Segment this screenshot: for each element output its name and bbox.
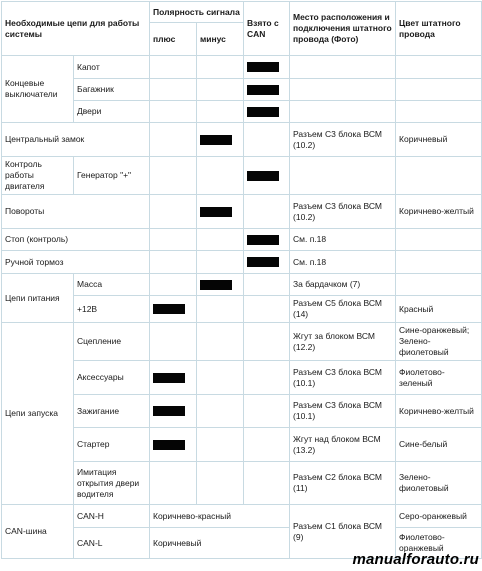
group-limit-switches: Концевые выключатели	[2, 56, 74, 123]
header-location: Место расположения и подключения штатного провода (Фото)	[290, 2, 396, 56]
table-row	[2, 428, 482, 462]
color-central-lock: Коричневый	[396, 123, 482, 157]
signal-hood: Капот	[74, 56, 150, 79]
group-stop: Стоп (контроль)	[2, 229, 150, 251]
location-turns: Разъем С3 блока ВСМ (10.2)	[290, 195, 396, 229]
location-accessories: Разъем С3 блока ВСМ (10.1)	[290, 361, 396, 395]
location-clutch: Жгут за блоком ВСМ (12.2)	[290, 323, 396, 361]
group-central-lock: Центральный замок	[2, 123, 150, 157]
plus-marker	[153, 304, 185, 314]
color-accessories: Фиолетово-зеленый	[396, 361, 482, 395]
group-power: Цепи питания	[2, 274, 74, 323]
color-clutch: Сине-оранжевый; Зелено-фиолетовый	[396, 323, 482, 361]
table-row	[2, 395, 482, 428]
can-marker	[247, 257, 279, 267]
signal-ground: Масса	[74, 274, 150, 296]
header-circuits: Необходимые цепи для работы системы	[2, 2, 150, 56]
location-driver-door: Разъем С2 блока ВСМ (11)	[290, 462, 396, 505]
can-marker	[247, 107, 279, 117]
signal-doors: Двери	[74, 101, 150, 123]
location-starter: Жгут над блоком ВСМ (13.2)	[290, 428, 396, 462]
table-row	[2, 296, 482, 323]
table-row	[2, 79, 482, 101]
signal-trunk: Багажник	[74, 79, 150, 101]
minus-marker	[200, 207, 232, 217]
table-row	[2, 323, 482, 361]
group-can-bus: CAN-шина	[2, 505, 74, 559]
table-row	[2, 195, 482, 229]
signal-generator: Генератор "+"	[74, 157, 150, 195]
minus-marker	[200, 135, 232, 145]
group-turn-signals: Повороты	[2, 195, 150, 229]
polarity-can-l: Коричневый	[150, 528, 290, 559]
location-stop: См. п.18	[290, 229, 396, 251]
table-row	[2, 251, 482, 274]
group-start: Цепи запуска	[2, 323, 74, 505]
can-marker	[247, 62, 279, 72]
table-row	[2, 123, 482, 157]
group-engine-control: Контроль работы двигателя	[2, 157, 74, 195]
plus-marker	[153, 440, 185, 450]
signal-plus12: +12В	[74, 296, 150, 323]
can-marker	[247, 85, 279, 95]
color-can-h: Серо-оранжевый	[396, 505, 482, 528]
table-row	[2, 361, 482, 395]
signal-accessories: Аксессуары	[74, 361, 150, 395]
group-handbrake: Ручной тормоз	[2, 251, 150, 274]
color-plus12: Красный	[396, 296, 482, 323]
signal-ignition: Зажигание	[74, 395, 150, 428]
table-row	[2, 274, 482, 296]
header-can: Взято с CAN	[244, 2, 290, 56]
location-plus12: Разъем С5 блока ВСМ (14)	[290, 296, 396, 323]
color-starter: Сине-белый	[396, 428, 482, 462]
signal-starter: Стартер	[74, 428, 150, 462]
header-color: Цвет штатного провода	[396, 2, 482, 56]
table-row	[2, 462, 482, 505]
table-row	[2, 505, 482, 528]
color-can-l: Фиолетово-оранжевый	[396, 528, 482, 559]
can-marker	[247, 171, 279, 181]
table-row	[2, 229, 482, 251]
minus-marker	[200, 280, 232, 290]
color-turns: Коричнево-желтый	[396, 195, 482, 229]
plus-marker	[153, 373, 185, 383]
location-ignition: Разъем С3 блока ВСМ (10.1)	[290, 395, 396, 428]
plus-marker	[153, 406, 185, 416]
location-ground: За бардачком (7)	[290, 274, 396, 296]
polarity-can-h: Коричнево-красный	[150, 505, 290, 528]
wiring-table	[1, 1, 482, 559]
watermark: manualforauto.ru	[352, 551, 479, 568]
location-central-lock: Разъем С3 блока ВСМ (10.2)	[290, 123, 396, 157]
can-marker	[247, 235, 279, 245]
color-ignition: Коричнево-желтый	[396, 395, 482, 428]
header-polarity: Полярность сигнала	[150, 2, 244, 23]
table-row	[2, 101, 482, 123]
color-driver-door: Зелено-фиолетовый	[396, 462, 482, 505]
signal-clutch: Сцепление	[74, 323, 150, 361]
table-row	[2, 157, 482, 195]
signal-can-l: CAN-L	[74, 528, 150, 559]
location-handbrake: См. п.18	[290, 251, 396, 274]
signal-driver-door: Имитация открытия двери водителя	[74, 462, 150, 505]
header-minus: минус	[197, 23, 244, 56]
header-plus: плюс	[150, 23, 197, 56]
location-can: Разъем С1 блока ВСМ (9)	[290, 505, 396, 559]
signal-can-h: CAN-H	[74, 505, 150, 528]
table-row	[2, 56, 482, 79]
